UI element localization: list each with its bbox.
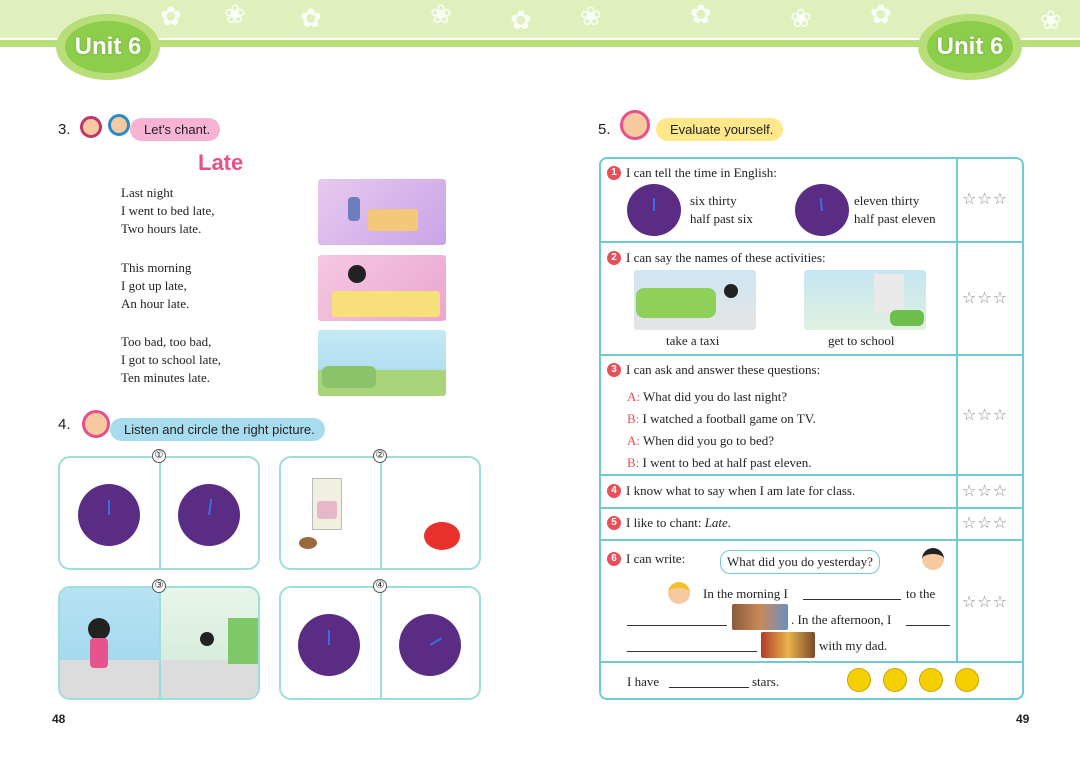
stars-column-divider bbox=[956, 158, 958, 661]
clock-option-a[interactable] bbox=[298, 614, 360, 676]
girl-mascot-icon bbox=[614, 104, 658, 146]
flower-decoration: ✿ bbox=[870, 0, 892, 30]
blank-line[interactable] bbox=[627, 638, 757, 652]
instruction-pill: Let's chant. bbox=[130, 118, 220, 141]
dialogue-line: B: I watched a football game on TV. bbox=[627, 411, 816, 426]
row-number: 6 bbox=[607, 552, 621, 566]
writing-prompt: with my dad. bbox=[819, 638, 888, 653]
row-number: 2 bbox=[607, 251, 621, 265]
rating-stars[interactable]: ☆☆☆ bbox=[962, 513, 1009, 532]
writing-prompt: to the bbox=[906, 586, 936, 601]
speech-bubble: What did you do yesterday? bbox=[720, 550, 880, 574]
row-number: 5 bbox=[607, 516, 621, 530]
clock-option-b[interactable] bbox=[178, 484, 240, 546]
activity-picture bbox=[761, 632, 815, 658]
clock-option-b[interactable] bbox=[399, 614, 461, 676]
dialogue-line: A: When did you go to bed? bbox=[627, 433, 775, 448]
activity-picture bbox=[732, 604, 788, 630]
girl-avatar-icon bbox=[660, 578, 698, 610]
rating-stars[interactable]: ☆☆☆ bbox=[962, 288, 1009, 307]
item-number: ② bbox=[373, 449, 387, 463]
star-total-suffix: stars. bbox=[752, 674, 780, 689]
milk-carton-option[interactable] bbox=[312, 478, 342, 530]
unit-label: Unit 6 bbox=[927, 21, 1013, 73]
laughing-face-icon[interactable] bbox=[847, 668, 871, 692]
row-text: I can write: bbox=[626, 551, 686, 566]
walk-to-school-option[interactable] bbox=[60, 588, 158, 698]
school-picture bbox=[804, 270, 926, 330]
chant-picture-night-bed bbox=[318, 179, 446, 245]
bread-option bbox=[299, 537, 317, 549]
flower-decoration: ✿ bbox=[160, 2, 182, 32]
unit-badge-right bbox=[918, 14, 1022, 80]
rating-stars[interactable]: ☆☆☆ bbox=[962, 481, 1009, 500]
chant-picture-morning-bed bbox=[318, 255, 446, 321]
star-count-blank[interactable] bbox=[669, 674, 749, 688]
section-number: 3. bbox=[58, 121, 71, 138]
chant-verse: Too bad, too bad, I got to school late, Ten minutes late. bbox=[121, 334, 222, 385]
flower-decoration: ❀ bbox=[580, 2, 602, 32]
neutral-face-icon[interactable] bbox=[919, 668, 943, 692]
rating-stars[interactable]: ☆☆☆ bbox=[962, 405, 1009, 424]
row-text: I know what to say when I am late for class. bbox=[626, 483, 856, 498]
listen-item-2 bbox=[279, 456, 481, 570]
chant-title: Late bbox=[198, 150, 244, 175]
page-number-right: 49 bbox=[1016, 712, 1030, 726]
row-text: I can say the names of these activities: bbox=[626, 250, 826, 265]
activity-caption: take a taxi bbox=[666, 333, 720, 348]
kids-mascot-icon bbox=[78, 112, 138, 146]
sad-face-icon[interactable] bbox=[955, 668, 979, 692]
writing-prompt: In the morning I bbox=[703, 586, 788, 601]
smiling-face-icon[interactable] bbox=[883, 668, 907, 692]
blank-line[interactable] bbox=[627, 612, 727, 626]
item-number: ③ bbox=[152, 579, 166, 593]
tomato-option[interactable] bbox=[424, 522, 460, 550]
chant-picture-school-taxi bbox=[318, 330, 446, 396]
item-number: ① bbox=[152, 449, 166, 463]
row-text: I can ask and answer these questions: bbox=[626, 362, 821, 377]
flower-decoration: ❀ bbox=[430, 0, 452, 30]
star-total-prefix: I have bbox=[627, 674, 660, 689]
instruction-pill: Evaluate yourself. bbox=[656, 118, 783, 141]
flower-decoration: ❀ bbox=[1040, 6, 1062, 36]
time-phrases: eleven thirty half past eleven bbox=[854, 193, 936, 226]
chant-verse: This morning I got up late, An hour late. bbox=[121, 260, 192, 311]
instruction-pill: Listen and circle the right picture. bbox=[110, 418, 325, 441]
boy-avatar-icon bbox=[918, 546, 948, 578]
flower-decoration: ❀ bbox=[224, 0, 246, 30]
item-number: ④ bbox=[373, 579, 387, 593]
time-phrases: six thirty half past six bbox=[690, 193, 753, 226]
rating-stars[interactable]: ☆☆☆ bbox=[962, 592, 1009, 611]
row-text: I like to chant: Late. bbox=[626, 515, 732, 530]
unit-label: Unit 6 bbox=[65, 21, 151, 73]
rating-stars[interactable]: ☆☆☆ bbox=[962, 189, 1009, 208]
row-text: I can tell the time in English: bbox=[626, 165, 777, 180]
activity-caption: get to school bbox=[828, 333, 895, 348]
writing-prompt: . In the afternoon, I bbox=[791, 612, 892, 627]
dialogue-line: B: I went to bed at half past eleven. bbox=[627, 455, 812, 470]
section-number: 5. bbox=[598, 121, 611, 138]
clock-icon bbox=[627, 184, 681, 236]
bus-stop-option[interactable] bbox=[160, 588, 258, 698]
flower-decoration: ❀ bbox=[790, 4, 812, 34]
flower-decoration: ✿ bbox=[510, 6, 532, 36]
row-number: 1 bbox=[607, 166, 621, 180]
blank-line[interactable] bbox=[906, 612, 950, 626]
dialogue-line: A: What did you do last night? bbox=[627, 389, 788, 404]
row-number: 4 bbox=[607, 484, 621, 498]
clock-option-a[interactable] bbox=[78, 484, 140, 546]
dialogue bbox=[627, 386, 816, 474]
flower-decoration: ✿ bbox=[300, 4, 322, 34]
chant-verse: Last night I went to bed late, Two hours late. bbox=[121, 185, 215, 236]
section-number: 4. bbox=[58, 416, 71, 433]
girl-mascot-icon bbox=[78, 406, 114, 446]
page-number-left: 48 bbox=[52, 712, 66, 726]
flower-decoration: ✿ bbox=[690, 0, 712, 30]
taxi-picture bbox=[634, 270, 756, 330]
clock-icon bbox=[795, 184, 849, 236]
unit-badge-left bbox=[56, 14, 160, 80]
blank-line[interactable] bbox=[803, 586, 901, 600]
row-number: 3 bbox=[607, 363, 621, 377]
